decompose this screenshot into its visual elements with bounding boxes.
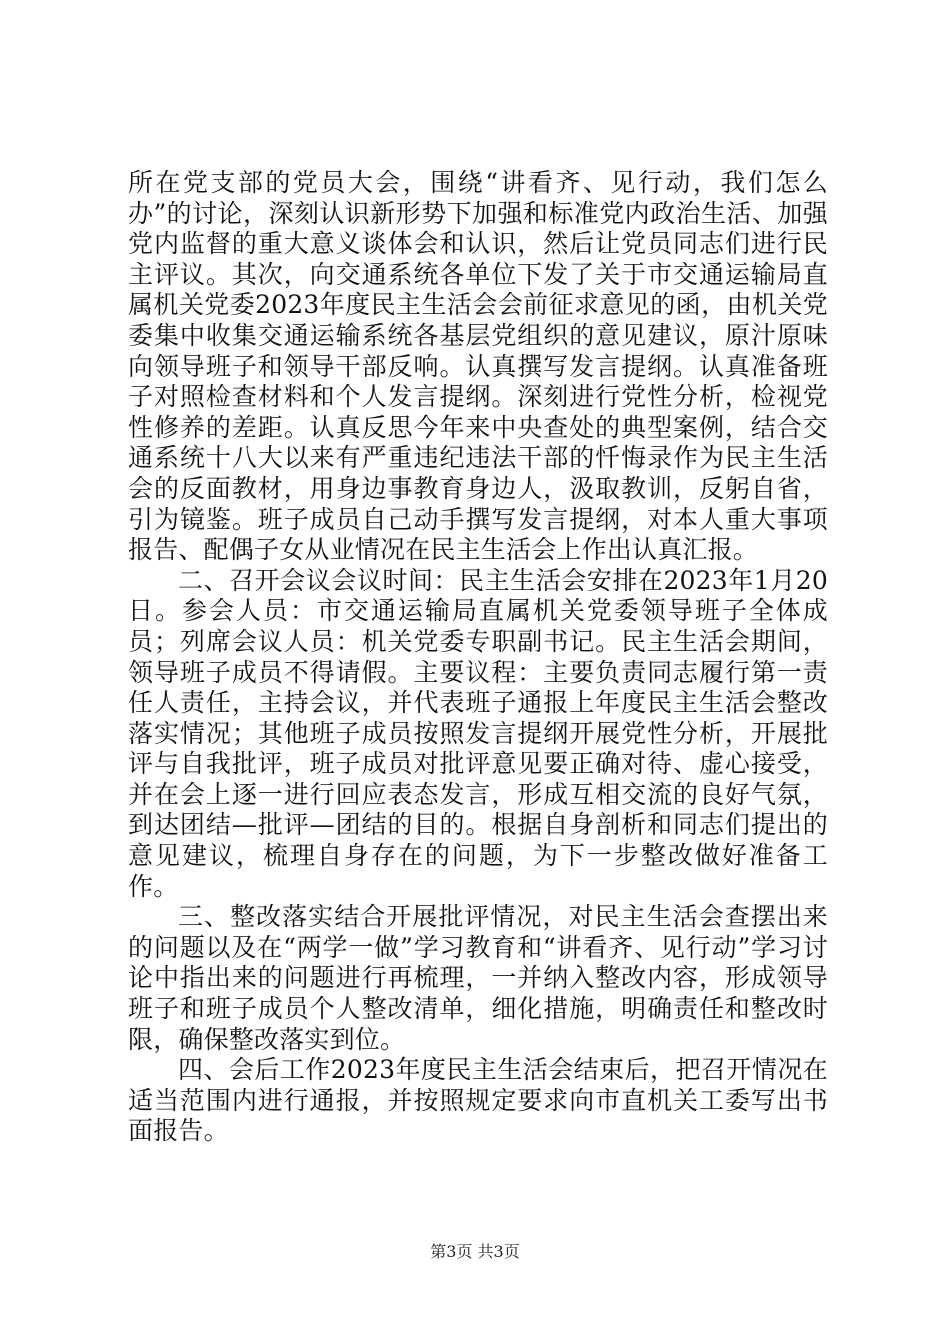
page-footer: 第3页 共3页 <box>430 1242 520 1261</box>
paragraph-preparation: 所在党支部的党员大会，围绕“讲看齐、见行动，我们怎么办”的讨论，深刻认识新形势下加强和标准党内政治生活、加强党内监督的重大意义谈体会和认识，然后让党员同志们进行民主评议。其次，向交通系统各单位下发了关于市交通运输局直属机关党委2023年度民主生活会会前征求意见的函，由机关党委集中收集交通运输系统各基层党组织的意见建议，原汁原味向领导班子和领导干部反响。认真撰写发言提纲。认真准备班子对照检查材料和个人发言提纲。深刻进行党性分析，检视党性修养的差距。认真反思今年来中央查处的典型案例，结合交通系统十八大以来有严重违纪违法干部的忏悔录作为民主生活会的反面教材，用身边事教育身边人，汲取教训，反躬自省，引为镜鉴。班子成员自己动手撰写发言提纲，对本人重大事项报告、配偶子女从业情况在民主生活会上作出认真汇报。 <box>128 168 828 565</box>
paragraph-follow-up: 四、会后工作2023年度民主生活会结束后，把召开情况在适当范围内进行通报，并按照规定要求向市直机关工委写出书面报告。 <box>128 1055 828 1146</box>
paragraph-meeting: 二、召开会议会议时间：民主生活会安排在2023年1月20日。参会人员：市交通运输局直属机关党委领导班子全体成员；列席会议人员：机关党委专职副书记。民主生活会期间，领导班子成员不得请假。主要议程：主要负责同志履行第一责任人责任，主持会议，并代表班子通报上年度民主生活会整改落实情况；其他班子成员按照发言提纲开展党性分析，开展批评与自我批评，班子成员对批评意见要正确对待、虚心接受，并在会上逐一进行回应表态发言，形成互相交流的良好气氛，到达团结—批评—团结的目的。根据自身剖析和同志们提出的意见建议，梳理自身存在的问题，为下一步整改做好准备工作。 <box>128 565 828 901</box>
document-body <box>128 168 828 1147</box>
paragraph-rectification: 三、整改落实结合开展批评情况，对民主生活会查摆出来的问题以及在“两学一做”学习教育和“讲看齐、见行动”学习讨论中指出来的问题进行再梳理，一并纳入整改内容，形成领导班子和班子成员个人整改清单，细化措施，明确责任和整改时限，确保整改落实到位。 <box>128 902 828 1054</box>
